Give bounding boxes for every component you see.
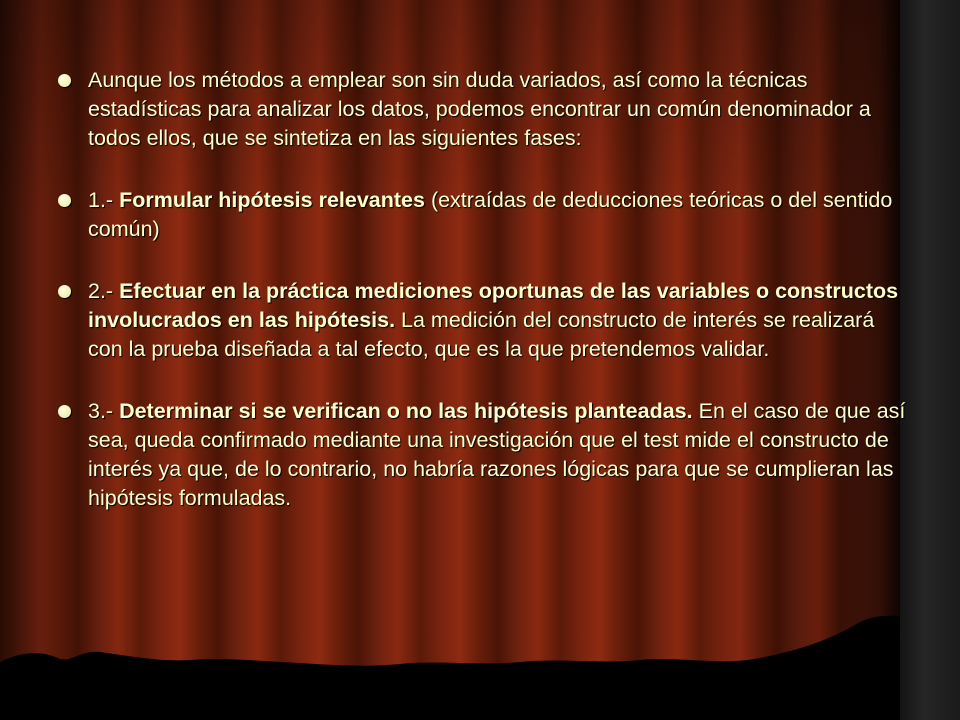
item-text: (extraídas de deducciones teóricas o del sentido común) [88, 188, 893, 241]
item-bold-text: Efectuar en la práctica mediciones oportunas de las variables o constructos involucrados en las hipótesis. [88, 279, 899, 332]
bullet-item-step-1 [56, 186, 906, 244]
bullet-dot-icon [58, 405, 71, 418]
item-bold-text: Formular hipótesis relevantes [119, 188, 425, 212]
bullet-item-step-3 [56, 397, 906, 513]
bullet-dot-icon [58, 74, 71, 87]
item-bold-text: Determinar si se verifican o no las hipótesis planteadas. [119, 399, 693, 423]
slide-content [56, 66, 906, 546]
item-number: 1.- [88, 188, 120, 212]
item-number: 2.- [88, 279, 120, 303]
bullet-item-step-2 [56, 277, 906, 364]
bullet-dot-icon [58, 285, 71, 298]
bullet-item-intro [56, 66, 906, 153]
item-text: Aunque los métodos a emplear son sin duda variados, así como la técnicas estadísticas para analizar los datos, podemos encontrar un común denominador a todos ellos, que se sintetiza en las siguientes fases: [88, 68, 871, 150]
item-number: 3.- [88, 399, 120, 423]
stage-wing-panel [900, 0, 960, 720]
bullet-dot-icon [58, 194, 71, 207]
item-text: En el caso de que así sea, queda confirmado mediante una investigación que el test mide el constructo de interés ya que, de lo contrario, no habría razones lógicas para que se cumplieran las hipótesis formuladas. [88, 399, 906, 510]
item-text: La medición del constructo de interés se realizará con la prueba diseñada a tal efecto, que es la que pretendemos validar. [88, 308, 875, 361]
